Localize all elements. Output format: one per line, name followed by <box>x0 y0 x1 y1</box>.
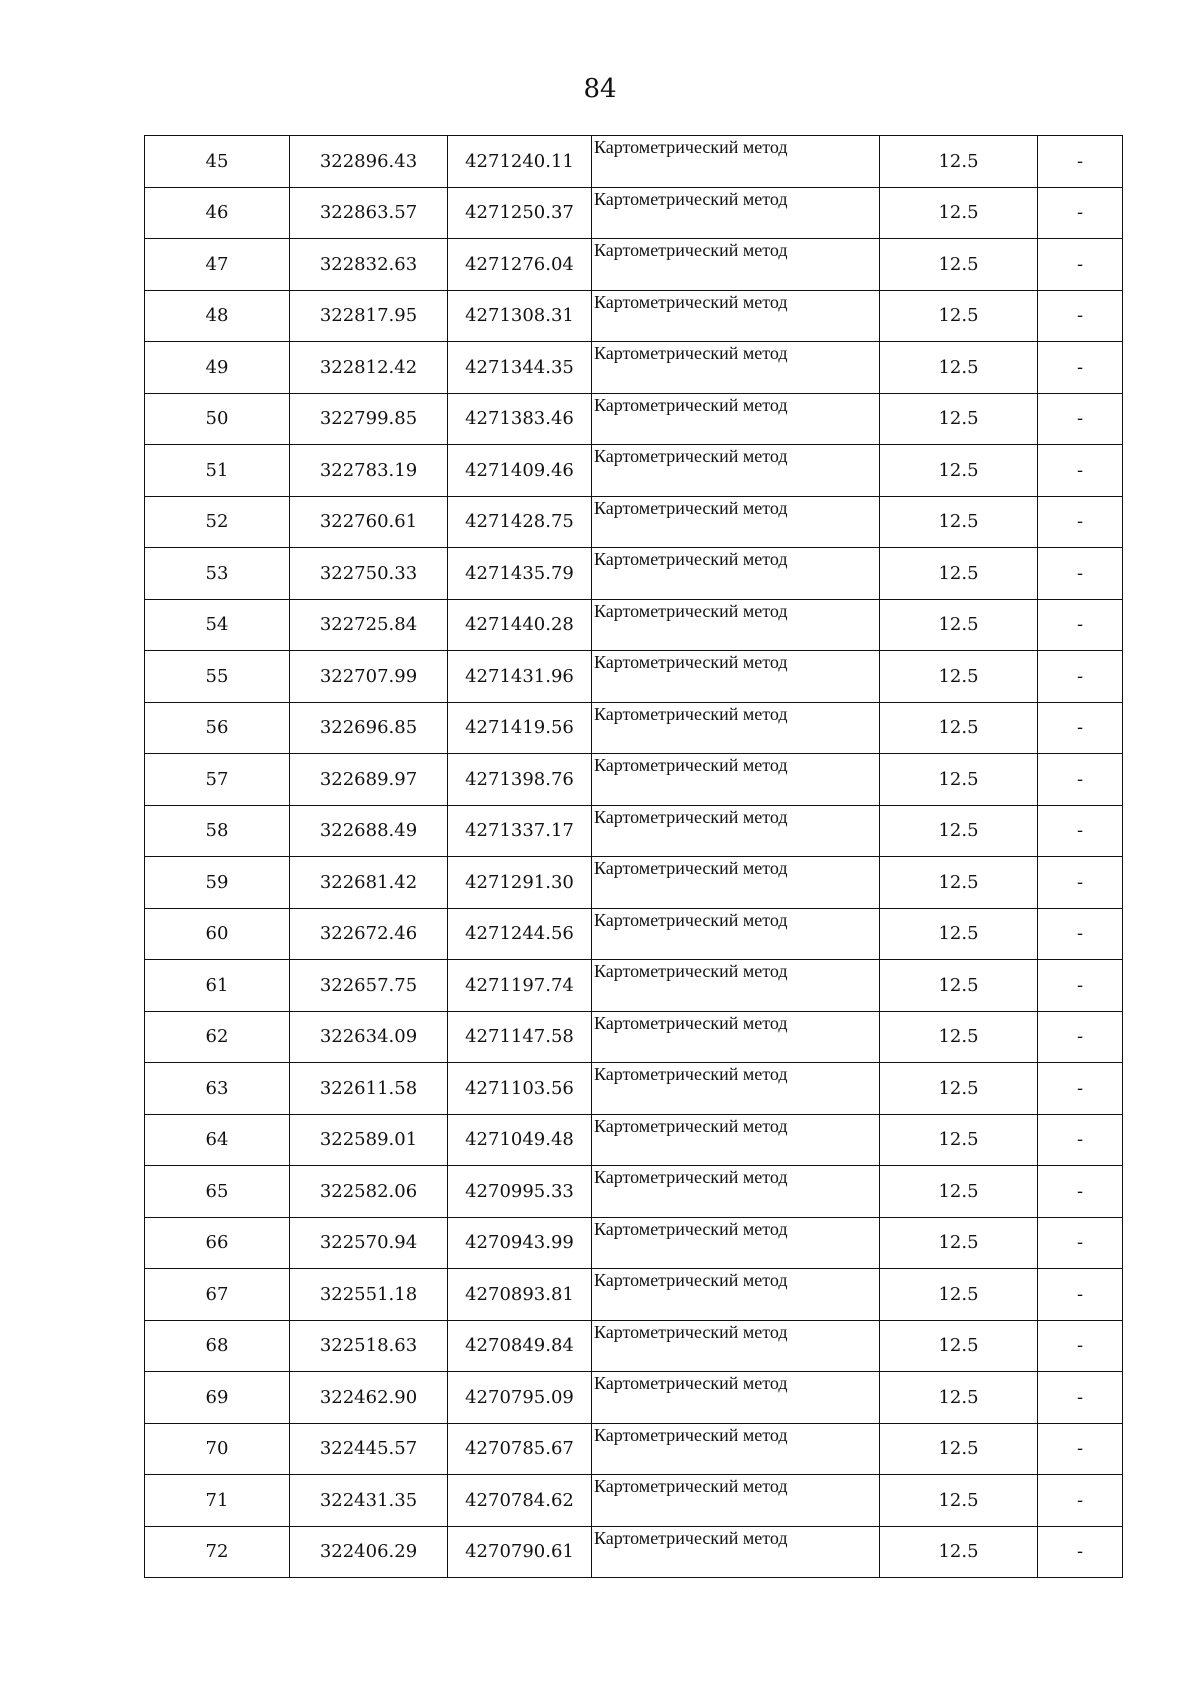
page-number: 84 <box>583 74 617 104</box>
table-row <box>145 651 1123 703</box>
precision-cell: 12.5 <box>880 1372 1038 1424</box>
precision-cell: 12.5 <box>880 1475 1038 1527</box>
point-number-cell: 64 <box>145 1114 290 1166</box>
precision-cell: 12.5 <box>880 599 1038 651</box>
precision-cell: 12.5 <box>880 702 1038 754</box>
point-number-cell: 59 <box>145 857 290 909</box>
table-row <box>145 960 1123 1012</box>
precision-cell: 12.5 <box>880 805 1038 857</box>
y-coordinate-cell: 4271276.04 <box>448 239 592 291</box>
precision-cell: 12.5 <box>880 1320 1038 1372</box>
point-number-cell: 55 <box>145 651 290 703</box>
note-cell: - <box>1038 702 1123 754</box>
precision-cell: 12.5 <box>880 1166 1038 1218</box>
method-cell: Картометрический метод <box>592 239 880 291</box>
y-coordinate-cell: 4270893.81 <box>448 1269 592 1321</box>
coordinates-table-body <box>145 136 1123 1578</box>
note-cell: - <box>1038 1269 1123 1321</box>
table-row <box>145 445 1123 497</box>
point-number-cell: 51 <box>145 445 290 497</box>
x-coordinate-cell: 322696.85 <box>290 702 448 754</box>
y-coordinate-cell: 4271409.46 <box>448 445 592 497</box>
method-cell: Картометрический метод <box>592 908 880 960</box>
x-coordinate-cell: 322634.09 <box>290 1011 448 1063</box>
method-cell: Картометрический метод <box>592 651 880 703</box>
precision-cell: 12.5 <box>880 1526 1038 1578</box>
y-coordinate-cell: 4271103.56 <box>448 1063 592 1115</box>
method-cell: Картометрический метод <box>592 1114 880 1166</box>
x-coordinate-cell: 322551.18 <box>290 1269 448 1321</box>
precision-cell: 12.5 <box>880 548 1038 600</box>
table-row <box>145 1526 1123 1578</box>
method-cell: Картометрический метод <box>592 599 880 651</box>
y-coordinate-cell: 4270849.84 <box>448 1320 592 1372</box>
note-cell: - <box>1038 342 1123 394</box>
y-coordinate-cell: 4271308.31 <box>448 290 592 342</box>
point-number-cell: 53 <box>145 548 290 600</box>
x-coordinate-cell: 322863.57 <box>290 187 448 239</box>
point-number-cell: 65 <box>145 1166 290 1218</box>
x-coordinate-cell: 322725.84 <box>290 599 448 651</box>
precision-cell: 12.5 <box>880 393 1038 445</box>
point-number-cell: 70 <box>145 1423 290 1475</box>
note-cell: - <box>1038 1423 1123 1475</box>
method-cell: Картометрический метод <box>592 1063 880 1115</box>
note-cell: - <box>1038 651 1123 703</box>
table-row <box>145 136 1123 188</box>
x-coordinate-cell: 322611.58 <box>290 1063 448 1115</box>
precision-cell: 12.5 <box>880 290 1038 342</box>
precision-cell: 12.5 <box>880 754 1038 806</box>
note-cell: - <box>1038 1372 1123 1424</box>
method-cell: Картометрический метод <box>592 1372 880 1424</box>
precision-cell: 12.5 <box>880 1011 1038 1063</box>
y-coordinate-cell: 4271383.46 <box>448 393 592 445</box>
point-number-cell: 67 <box>145 1269 290 1321</box>
table-row <box>145 1372 1123 1424</box>
precision-cell: 12.5 <box>880 187 1038 239</box>
y-coordinate-cell: 4271440.28 <box>448 599 592 651</box>
table-row <box>145 239 1123 291</box>
y-coordinate-cell: 4270790.61 <box>448 1526 592 1578</box>
method-cell: Картометрический метод <box>592 496 880 548</box>
y-coordinate-cell: 4271147.58 <box>448 1011 592 1063</box>
y-coordinate-cell: 4270943.99 <box>448 1217 592 1269</box>
precision-cell: 12.5 <box>880 1063 1038 1115</box>
point-number-cell: 54 <box>145 599 290 651</box>
y-coordinate-cell: 4271240.11 <box>448 136 592 188</box>
x-coordinate-cell: 322760.61 <box>290 496 448 548</box>
precision-cell: 12.5 <box>880 136 1038 188</box>
method-cell: Картометрический метод <box>592 805 880 857</box>
table-row <box>145 1423 1123 1475</box>
note-cell: - <box>1038 290 1123 342</box>
method-cell: Картометрический метод <box>592 136 880 188</box>
x-coordinate-cell: 322462.90 <box>290 1372 448 1424</box>
x-coordinate-cell: 322812.42 <box>290 342 448 394</box>
y-coordinate-cell: 4271398.76 <box>448 754 592 806</box>
table-row <box>145 187 1123 239</box>
point-number-cell: 57 <box>145 754 290 806</box>
note-cell: - <box>1038 1320 1123 1372</box>
y-coordinate-cell: 4271337.17 <box>448 805 592 857</box>
y-coordinate-cell: 4271435.79 <box>448 548 592 600</box>
precision-cell: 12.5 <box>880 1423 1038 1475</box>
note-cell: - <box>1038 1217 1123 1269</box>
y-coordinate-cell: 4270785.67 <box>448 1423 592 1475</box>
x-coordinate-cell: 322750.33 <box>290 548 448 600</box>
precision-cell: 12.5 <box>880 1217 1038 1269</box>
method-cell: Картометрический метод <box>592 1475 880 1527</box>
table-row <box>145 1475 1123 1527</box>
method-cell: Картометрический метод <box>592 548 880 600</box>
point-number-cell: 56 <box>145 702 290 754</box>
note-cell: - <box>1038 960 1123 1012</box>
point-number-cell: 66 <box>145 1217 290 1269</box>
method-cell: Картометрический метод <box>592 1011 880 1063</box>
point-number-cell: 52 <box>145 496 290 548</box>
table-row <box>145 1166 1123 1218</box>
point-number-cell: 61 <box>145 960 290 1012</box>
point-number-cell: 72 <box>145 1526 290 1578</box>
point-number-cell: 46 <box>145 187 290 239</box>
table-row <box>145 754 1123 806</box>
point-number-cell: 62 <box>145 1011 290 1063</box>
table-row <box>145 805 1123 857</box>
x-coordinate-cell: 322896.43 <box>290 136 448 188</box>
note-cell: - <box>1038 136 1123 188</box>
note-cell: - <box>1038 1114 1123 1166</box>
table-row <box>145 393 1123 445</box>
y-coordinate-cell: 4271049.48 <box>448 1114 592 1166</box>
method-cell: Картометрический метод <box>592 1423 880 1475</box>
precision-cell: 12.5 <box>880 651 1038 703</box>
y-coordinate-cell: 4271244.56 <box>448 908 592 960</box>
note-cell: - <box>1038 908 1123 960</box>
x-coordinate-cell: 322406.29 <box>290 1526 448 1578</box>
x-coordinate-cell: 322689.97 <box>290 754 448 806</box>
point-number-cell: 60 <box>145 908 290 960</box>
x-coordinate-cell: 322518.63 <box>290 1320 448 1372</box>
table-row <box>145 496 1123 548</box>
table-row <box>145 1320 1123 1372</box>
table-row <box>145 1217 1123 1269</box>
point-number-cell: 49 <box>145 342 290 394</box>
method-cell: Картометрический метод <box>592 290 880 342</box>
point-number-cell: 58 <box>145 805 290 857</box>
table-row <box>145 599 1123 651</box>
precision-cell: 12.5 <box>880 960 1038 1012</box>
table-row <box>145 1011 1123 1063</box>
y-coordinate-cell: 4271291.30 <box>448 857 592 909</box>
table-row <box>145 702 1123 754</box>
table-row <box>145 342 1123 394</box>
note-cell: - <box>1038 1166 1123 1218</box>
note-cell: - <box>1038 1063 1123 1115</box>
table-row <box>145 1269 1123 1321</box>
method-cell: Картометрический метод <box>592 445 880 497</box>
precision-cell: 12.5 <box>880 908 1038 960</box>
note-cell: - <box>1038 239 1123 291</box>
note-cell: - <box>1038 187 1123 239</box>
x-coordinate-cell: 322688.49 <box>290 805 448 857</box>
note-cell: - <box>1038 1526 1123 1578</box>
table-row <box>145 908 1123 960</box>
method-cell: Картометрический метод <box>592 187 880 239</box>
precision-cell: 12.5 <box>880 496 1038 548</box>
note-cell: - <box>1038 496 1123 548</box>
method-cell: Картометрический метод <box>592 857 880 909</box>
x-coordinate-cell: 322582.06 <box>290 1166 448 1218</box>
method-cell: Картометрический метод <box>592 702 880 754</box>
x-coordinate-cell: 322783.19 <box>290 445 448 497</box>
note-cell: - <box>1038 857 1123 909</box>
note-cell: - <box>1038 805 1123 857</box>
note-cell: - <box>1038 445 1123 497</box>
note-cell: - <box>1038 599 1123 651</box>
point-number-cell: 68 <box>145 1320 290 1372</box>
precision-cell: 12.5 <box>880 445 1038 497</box>
y-coordinate-cell: 4271419.56 <box>448 702 592 754</box>
note-cell: - <box>1038 754 1123 806</box>
x-coordinate-cell: 322672.46 <box>290 908 448 960</box>
note-cell: - <box>1038 1475 1123 1527</box>
y-coordinate-cell: 4270995.33 <box>448 1166 592 1218</box>
precision-cell: 12.5 <box>880 857 1038 909</box>
method-cell: Картометрический метод <box>592 960 880 1012</box>
table-row <box>145 857 1123 909</box>
table-row <box>145 548 1123 600</box>
point-number-cell: 50 <box>145 393 290 445</box>
x-coordinate-cell: 322707.99 <box>290 651 448 703</box>
precision-cell: 12.5 <box>880 1114 1038 1166</box>
point-number-cell: 45 <box>145 136 290 188</box>
precision-cell: 12.5 <box>880 342 1038 394</box>
method-cell: Картометрический метод <box>592 342 880 394</box>
x-coordinate-cell: 322817.95 <box>290 290 448 342</box>
note-cell: - <box>1038 548 1123 600</box>
x-coordinate-cell: 322799.85 <box>290 393 448 445</box>
y-coordinate-cell: 4271344.35 <box>448 342 592 394</box>
x-coordinate-cell: 322431.35 <box>290 1475 448 1527</box>
method-cell: Картометрический метод <box>592 1320 880 1372</box>
method-cell: Картометрический метод <box>592 393 880 445</box>
coordinates-table <box>144 135 1123 1578</box>
method-cell: Картометрический метод <box>592 1166 880 1218</box>
precision-cell: 12.5 <box>880 1269 1038 1321</box>
x-coordinate-cell: 322445.57 <box>290 1423 448 1475</box>
x-coordinate-cell: 322681.42 <box>290 857 448 909</box>
method-cell: Картометрический метод <box>592 1217 880 1269</box>
note-cell: - <box>1038 1011 1123 1063</box>
y-coordinate-cell: 4271431.96 <box>448 651 592 703</box>
x-coordinate-cell: 322570.94 <box>290 1217 448 1269</box>
x-coordinate-cell: 322832.63 <box>290 239 448 291</box>
y-coordinate-cell: 4270784.62 <box>448 1475 592 1527</box>
x-coordinate-cell: 322657.75 <box>290 960 448 1012</box>
method-cell: Картометрический метод <box>592 1526 880 1578</box>
precision-cell: 12.5 <box>880 239 1038 291</box>
method-cell: Картометрический метод <box>592 1269 880 1321</box>
y-coordinate-cell: 4271428.75 <box>448 496 592 548</box>
y-coordinate-cell: 4271250.37 <box>448 187 592 239</box>
point-number-cell: 63 <box>145 1063 290 1115</box>
y-coordinate-cell: 4271197.74 <box>448 960 592 1012</box>
point-number-cell: 71 <box>145 1475 290 1527</box>
point-number-cell: 48 <box>145 290 290 342</box>
point-number-cell: 69 <box>145 1372 290 1424</box>
point-number-cell: 47 <box>145 239 290 291</box>
x-coordinate-cell: 322589.01 <box>290 1114 448 1166</box>
table-row <box>145 1063 1123 1115</box>
table-row <box>145 290 1123 342</box>
method-cell: Картометрический метод <box>592 754 880 806</box>
table-row <box>145 1114 1123 1166</box>
note-cell: - <box>1038 393 1123 445</box>
y-coordinate-cell: 4270795.09 <box>448 1372 592 1424</box>
